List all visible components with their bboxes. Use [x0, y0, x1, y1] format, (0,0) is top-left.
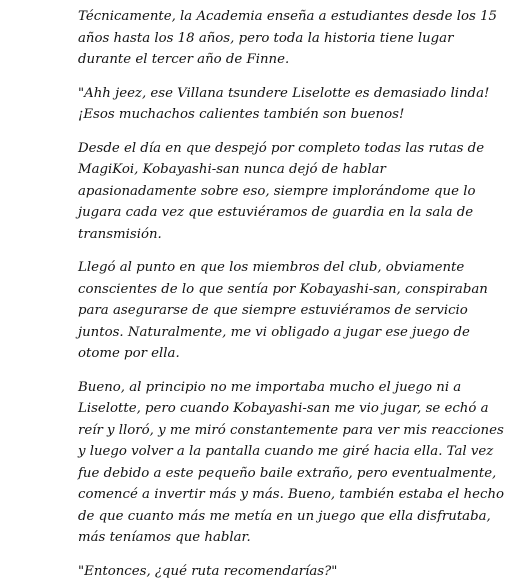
paragraph-5: Bueno, al principio no me importaba mucho el juego ni a Liselotte, pero cuando Kobayashi-san me vio jugar, se echó a reír y lloró, y me miró constantemente para ver mis reacciones y luego volver a la pantalla cuando me giré hacia ella. Tal vez fue debido a este pequeño baile extraño, pero eventualmente, comencé a invertir más y más. Bueno, también estaba el hecho de que cuanto más me metía en un juego que ella disfrutaba, más teníamos que hablar. [78, 379, 505, 545]
paragraph-2: "Ahh jeez, ese Villana tsundere Liselotte es demasiado linda! ¡Esos muchachos calientes también son buenos! [78, 85, 490, 122]
paragraph-4: Llegó al punto en que los miembros del club, obviamente conscientes de lo que sentía por Kobayashi-san, conspiraban para asegurarse de que siempre estuviéramos de servicio juntos. Naturalmente, me vi obligado a jugar ese juego de otome por ella. [78, 260, 488, 361]
paragraph-3: Desde el día en que despejó por completo todas las rutas de MagiKoi, Kobayashi-san nunca dejó de hablar apasionadamente sobre eso, siempre implorándome que lo jugara cada vez que estuviéramos de guardia en la sala de transmisión. [78, 140, 485, 242]
paragraph-6: "Entonces, ¿qué ruta recomendarías?" [78, 563, 338, 579]
paragraph-1: Técnicamente, la Academia enseña a estudiantes desde los 15 años hasta los 18 años, pero toda la historia tiene lugar durante el tercer año de Finne. [78, 9, 497, 67]
